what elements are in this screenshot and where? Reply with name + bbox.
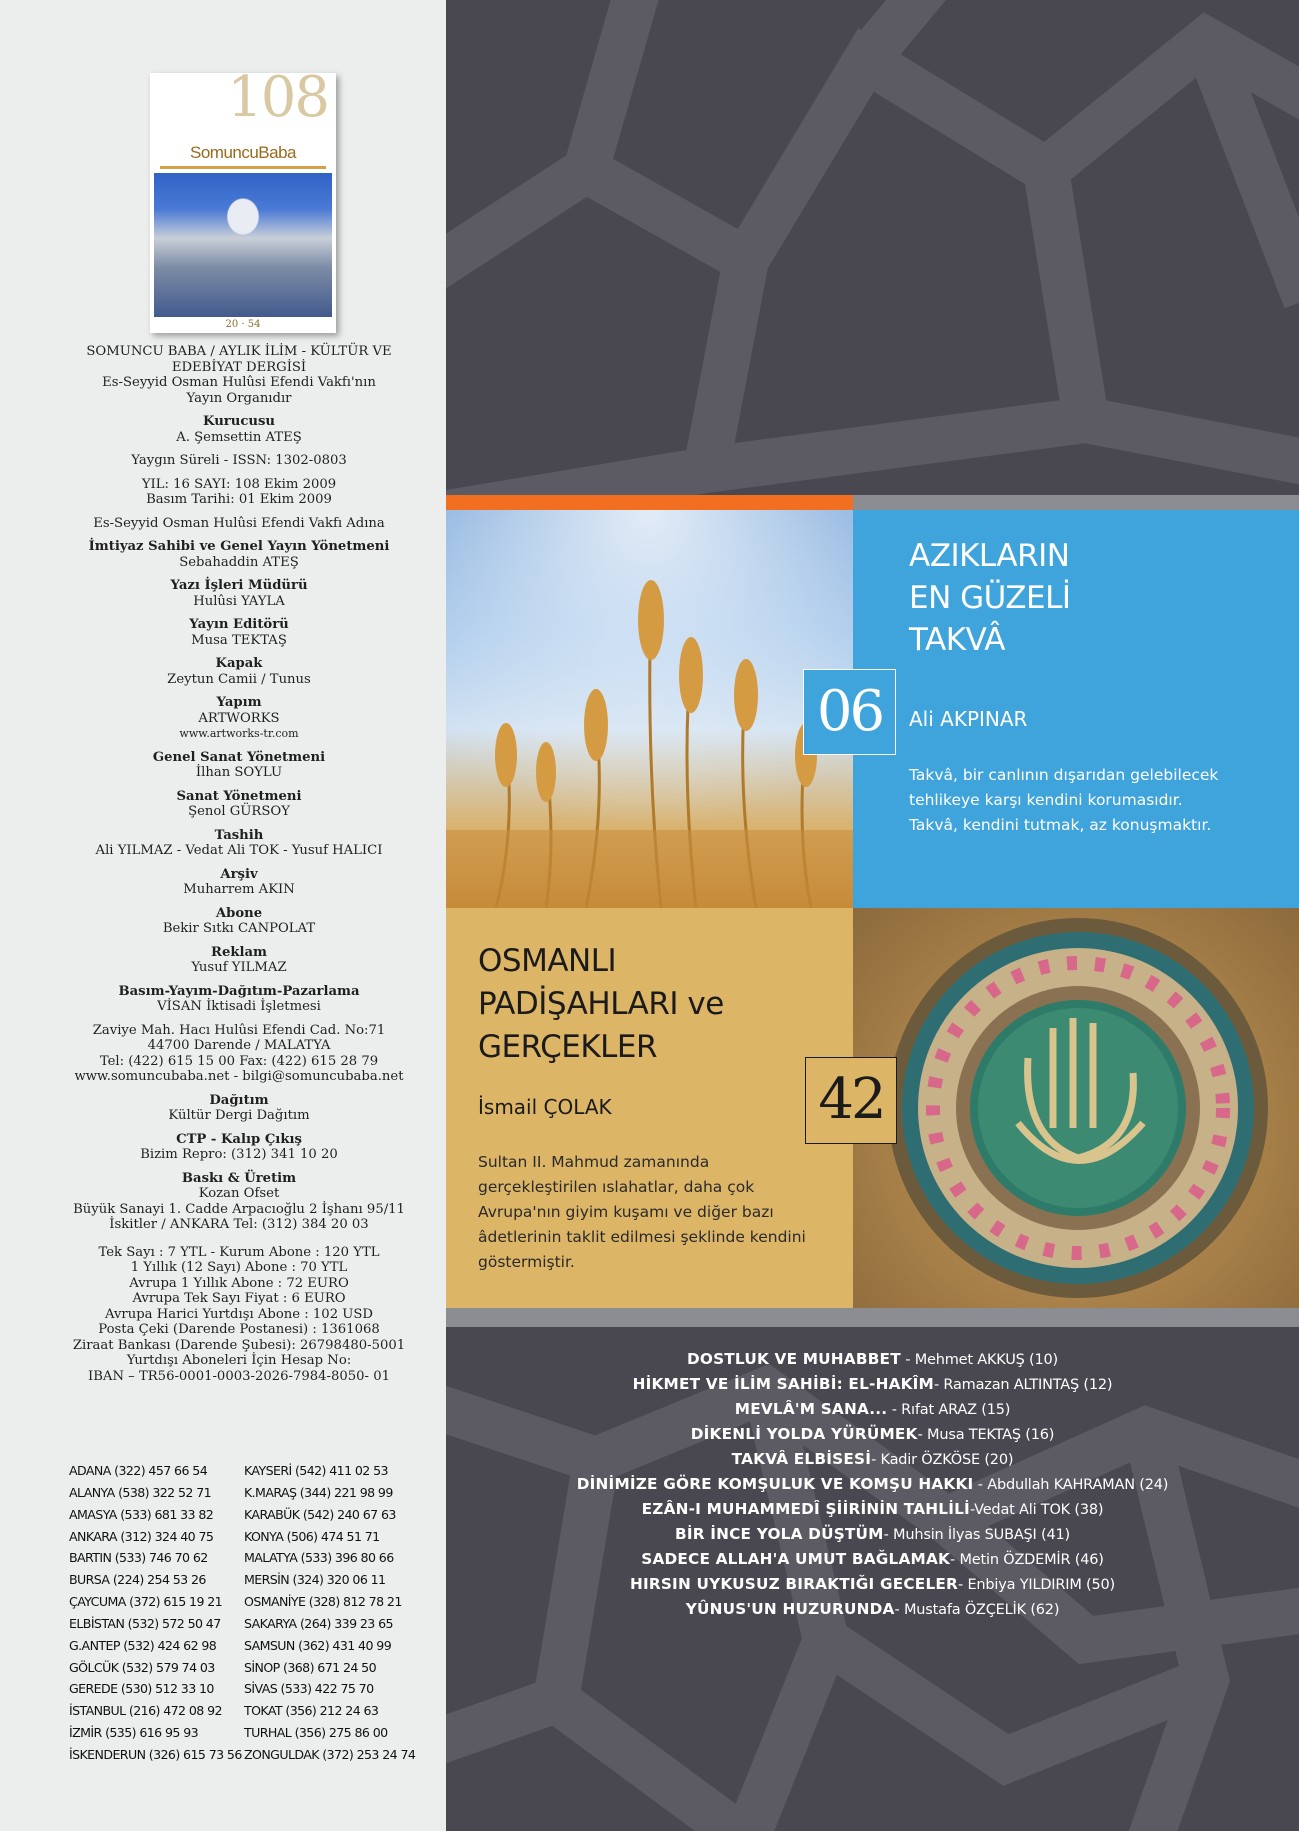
- cover-issue-number: 108: [227, 73, 328, 130]
- toc-item-author-page: - Abdullah KAHRAMAN (24): [973, 1477, 1169, 1493]
- toc-item-title: TAKVÂ ELBİSESİ: [731, 1450, 872, 1468]
- price-line: Avrupa 1 Yıllık Abone : 72 EURO: [129, 1275, 349, 1291]
- summary-line: gerçekleştirilen ıslahatlar, daha çok: [478, 1178, 755, 1196]
- city-row: [69, 1635, 419, 1657]
- price-block: [66, 1245, 412, 1385]
- city-contact: AMASYA (533) 681 33 82: [69, 1506, 214, 1522]
- city-contact: ZONGULDAK (372) 253 24 74: [244, 1746, 416, 1762]
- city-contact: SAMSUN (362) 431 40 99: [244, 1637, 392, 1653]
- masthead-column: [0, 0, 446, 1831]
- editor-in-chief: Hulûsi YAYLA: [193, 593, 285, 609]
- distribution: Kültür Dergi Dağıtım: [168, 1108, 310, 1123]
- price-line: 1 Yıllık (12 Sayı) Abone : 70 YTL: [130, 1260, 348, 1275]
- marketing: VİSAN İktisadi İşletmesi: [157, 999, 321, 1014]
- address-web-email[interactable]: www.somuncubaba.net - bilgi@somuncubaba.net: [74, 1069, 404, 1084]
- city-contact: OSMANİYE (328) 812 78 21: [244, 1594, 402, 1610]
- city-row: [69, 1591, 419, 1613]
- toc-item-title: BİR İNCE YOLA DÜŞTÜM: [674, 1525, 884, 1543]
- printing-label: Baskı & Üretim: [181, 1170, 297, 1186]
- toc-item[interactable]: [446, 1547, 1299, 1572]
- printing-line: Büyük Sanayi 1. Cadde Arpacıoğlu 2 İşhanı 95/11: [73, 1201, 405, 1217]
- feature1-title-line: AZIKLARIN: [909, 538, 1070, 574]
- summary-line: Takvâ, kendini tutmak, az konuşmaktır.: [909, 816, 1212, 834]
- summary-line: âdetlerinin taklit edilmesi şeklinde kendini: [478, 1228, 806, 1246]
- production-label: Yapım: [216, 695, 262, 710]
- publishing-editor-label: Yayın Editörü: [189, 617, 289, 632]
- wheat-image: [446, 510, 853, 908]
- toc-item-title: EZÂN-I MUHAMMEDÎ ŞİİRİNİN TAHLİLİ: [641, 1500, 970, 1518]
- city-contact: ELBİSTAN (532) 572 50 47: [69, 1615, 221, 1631]
- cover-thumbnail[interactable]: [150, 73, 336, 333]
- toc-item[interactable]: [446, 1522, 1299, 1547]
- toc-item[interactable]: [446, 1347, 1299, 1372]
- price-line: Ziraat Bankası (Darende Şubesi): 26798480-5001: [72, 1337, 406, 1353]
- feature2-page-number[interactable]: 42: [805, 1057, 897, 1144]
- city-row: [69, 1700, 419, 1722]
- print-date: Basım Tarihi: 01 Ekim 2009: [146, 492, 332, 507]
- city-contact: BARTIN (533) 746 70 62: [69, 1550, 208, 1566]
- summary-line: Avrupa'nın giyim kuşamı ve diğer bazı: [478, 1203, 774, 1221]
- ctp-label: CTP - Kalıp Çıkış: [176, 1131, 302, 1147]
- toc-item[interactable]: [446, 1397, 1299, 1422]
- toc-item-title: HIRSIN UYKUSUZ BIRAKTIĞI GECELER: [629, 1575, 959, 1593]
- toc-item[interactable]: [446, 1597, 1299, 1622]
- toc-item[interactable]: [446, 1472, 1299, 1497]
- founder: A. Şemsettin ATEŞ: [176, 429, 302, 445]
- summary-line: göstermiştir.: [478, 1253, 575, 1271]
- city-contact: İSTANBUL (216) 472 08 92: [69, 1703, 222, 1719]
- summary-line: tehlikeye karşı kendini korumasıdır.: [909, 791, 1183, 809]
- city-row: [69, 1678, 419, 1700]
- intro-line: Yayın Organıdır: [186, 390, 292, 406]
- cover-label: Kapak: [215, 656, 263, 671]
- masthead-text: [66, 344, 412, 1392]
- production-url[interactable]: www.artworks-tr.com: [179, 727, 299, 740]
- city-contact: KONYA (506) 474 51 71: [244, 1528, 380, 1544]
- address-line: Tel: (422) 615 15 00 Fax: (422) 615 28 79: [99, 1053, 379, 1069]
- toc-item-title: MEVLÂ'M SANA...: [734, 1400, 888, 1418]
- toc-item[interactable]: [446, 1422, 1299, 1447]
- toc-item-title: DİNİMİZE GÖRE KOMŞULUK VE KOMŞU HAKKI: [576, 1475, 974, 1493]
- city-row: [69, 1504, 419, 1526]
- city-row: [69, 1547, 419, 1569]
- toc-item-title: DİKENLİ YOLDA YÜRÜMEK: [690, 1425, 918, 1443]
- toc-item-author-page: - Mustafa ÖZÇELİK (62): [894, 1602, 1060, 1618]
- ctp: Bizim Repro: (312) 341 10 20: [140, 1147, 338, 1162]
- cover-strip: [160, 166, 326, 169]
- feature1-title[interactable]: [909, 535, 1209, 661]
- toc-item-author-page: - Metin ÖZDEMİR (46): [950, 1552, 1104, 1568]
- city-contact: GÖLCÜK (532) 579 74 03: [69, 1659, 215, 1675]
- city-contact: ÇAYCUMA (372) 615 19 21: [69, 1594, 223, 1610]
- city-row: [69, 1526, 419, 1548]
- archive: Muharrem AKIN: [183, 882, 295, 897]
- ads-label: Reklam: [211, 944, 267, 960]
- table-of-contents: [446, 1347, 1299, 1622]
- city-contact: ALANYA (538) 322 52 71: [69, 1484, 212, 1500]
- city-row: [69, 1482, 419, 1504]
- city-contact: İZMİR (535) 616 95 93: [69, 1725, 199, 1741]
- city-contact: KAYSERİ (542) 411 02 53: [244, 1463, 388, 1478]
- toc-item-title: SADECE ALLAH'A UMUT BAĞLAMAK: [641, 1550, 951, 1568]
- city-contact: İSKENDERUN (326) 615 73 56: [69, 1746, 242, 1762]
- city-representatives: [69, 1460, 419, 1766]
- founder-label: Kurucusu: [203, 414, 275, 429]
- feature1-summary: [909, 763, 1269, 838]
- toc-item-title: HİKMET VE İLİM SAHİBİ: EL-HAKÎM: [632, 1375, 934, 1393]
- marketing-label: Basım-Yayım-Dağıtım-Pazarlama: [118, 983, 360, 999]
- cover-value: Zeytun Camii / Tunus: [167, 671, 311, 687]
- city-contact: MERSİN (324) 320 06 11: [244, 1572, 386, 1588]
- cover-footer: 20 · 54: [150, 317, 336, 333]
- feature2-title-line: OSMANLI: [478, 943, 617, 979]
- editor-in-chief-label: Yazı İşleri Müdürü: [170, 578, 308, 593]
- city-contact: SİVAS (533) 422 75 70: [244, 1681, 374, 1697]
- city-contact: SİNOP (368) 671 24 50: [244, 1659, 377, 1675]
- production: ARTWORKS: [198, 710, 280, 726]
- tughra-medallion-illustration: [853, 908, 1299, 1308]
- distribution-label: Dağıtım: [209, 1092, 269, 1108]
- owner-label: İmtiyaz Sahibi ve Genel Yayın Yönetmeni: [88, 539, 390, 554]
- toc-item-author-page: - Ramazan ALTINTAŞ (12): [933, 1377, 1113, 1393]
- art-director-label: Sanat Yönetmeni: [176, 788, 302, 804]
- printing-line: Kozan Ofset: [198, 1186, 280, 1201]
- ads: Yusuf YILMAZ: [191, 960, 287, 975]
- issn: Yaygın Süreli - ISSN: 1302-0803: [131, 453, 347, 468]
- summary-line: Sultan II. Mahmud zamanında: [478, 1153, 710, 1171]
- toc-item-author-page: - Enbiya YILDIRIM (50): [958, 1577, 1116, 1593]
- subscription: Bekir Sıtkı CANPOLAT: [162, 921, 316, 936]
- feature2-author: İsmail ÇOLAK: [478, 1095, 612, 1119]
- city-row: [69, 1613, 419, 1635]
- city-row: [69, 1460, 419, 1482]
- owner: Sebahaddin ATEŞ: [179, 554, 299, 570]
- toc-item-author-page: - Kadir ÖZKÖSE (20): [871, 1452, 1014, 1468]
- art-director-general-label: Genel Sanat Yönetmeni: [152, 749, 326, 765]
- toc-item-author-page: - Mehmet AKKUŞ (10): [900, 1352, 1058, 1368]
- feature2-title-line: GERÇEKLER: [478, 1029, 658, 1065]
- tughra-medallion-image: [853, 908, 1299, 1308]
- price-line: Posta Çeki (Darende Postanesi) : 1361068: [98, 1322, 380, 1337]
- issue-line: YIL: 16 SAYI: 108 Ekim 2009: [141, 476, 337, 492]
- on-behalf: Es-Seyyid Osman Hulûsi Efendi Vakfı Adına: [93, 515, 385, 531]
- toc-item-author-page: - Muhsin İlyas SUBAŞI (41): [883, 1527, 1070, 1543]
- address-line: 44700 Darende / MALATYA: [147, 1038, 331, 1053]
- city-contact: G.ANTEP (532) 424 62 98: [69, 1637, 217, 1653]
- toc-item[interactable]: [446, 1497, 1299, 1522]
- art-director-general: İlhan SOYLU: [195, 765, 283, 780]
- divider-bar-grey: [446, 1308, 1299, 1327]
- address-line: Zaviye Mah. Hacı Hulûsi Efendi Cad. No:71: [92, 1022, 386, 1038]
- cover-logo: SomuncuBaba: [189, 143, 297, 162]
- subscription-label: Abone: [215, 905, 263, 921]
- feature1-author: Ali AKPINAR: [909, 707, 1028, 731]
- intro-line: EDEBİYAT DERGİSİ: [171, 359, 307, 375]
- iban-line: IBAN – TR56-0001-0003-2026-7984-8050- 01: [88, 1368, 390, 1384]
- art-director: Şenol GÜRSOY: [188, 804, 290, 819]
- feature1-title-line: EN GÜZELİ: [909, 580, 1071, 616]
- feature1-page-number[interactable]: 06: [803, 669, 896, 755]
- proofreading-label: Tashih: [214, 827, 264, 843]
- feature2-title[interactable]: [478, 940, 818, 1069]
- publishing-editor: Musa TEKTAŞ: [191, 632, 287, 648]
- city-contact: TOKAT (356) 212 24 63: [244, 1703, 379, 1719]
- summary-line: Takvâ, bir canlının dışarıdan gelebilecek: [909, 766, 1219, 784]
- toc-item-author-page: -Vedat Ali TOK (38): [969, 1502, 1104, 1518]
- city-contact: KARABÜK (542) 240 67 63: [244, 1506, 396, 1522]
- cover-photo: [154, 173, 332, 318]
- city-contact: SAKARYA (264) 339 23 65: [244, 1615, 393, 1631]
- price-line: Yurtdışı Aboneleri İçin Hesap No:: [126, 1353, 352, 1368]
- city-contact: GEREDE (530) 512 33 10: [69, 1681, 214, 1697]
- printing-line: İskitler / ANKARA Tel: (312) 384 20 03: [109, 1217, 369, 1232]
- address-block: [66, 1023, 412, 1085]
- toc-item-author-page: - Rıfat ARAZ (15): [887, 1402, 1011, 1418]
- feature1-title-line: TAKVÂ: [909, 622, 1005, 658]
- accent-bar-grey: [853, 495, 1299, 510]
- city-row: [69, 1657, 419, 1679]
- toc-item[interactable]: [446, 1447, 1299, 1472]
- city-contact: TURHAL (356) 275 86 00: [244, 1725, 388, 1741]
- city-row: [69, 1722, 419, 1744]
- price-line: Avrupa Harici Yurtdışı Abone : 102 USD: [104, 1306, 374, 1322]
- intro-line: SOMUNCU BABA / AYLIK İLİM - KÜLTÜR VE: [86, 344, 392, 359]
- price-line: Tek Sayı : 7 YTL - Kurum Abone : 120 YTL: [98, 1244, 380, 1260]
- masthead-intro: [66, 344, 412, 406]
- city-contact: ANKARA (312) 324 40 75: [69, 1528, 214, 1544]
- city-contact: K.MARAŞ (344) 221 98 99: [244, 1484, 393, 1500]
- archive-label: Arşiv: [220, 866, 258, 882]
- intro-line: Es-Seyyid Osman Hulûsi Efendi Vakfı'nın: [102, 375, 376, 390]
- proofreading: Ali YILMAZ - Vedat Ali TOK - Yusuf HALICI: [95, 843, 383, 858]
- feature2-title-line: PADİŞAHLARI ve: [478, 986, 724, 1022]
- city-contact: ADANA (322) 457 66 54: [69, 1463, 208, 1478]
- city-row: [69, 1569, 419, 1591]
- wheat-stalks-illustration: [446, 510, 853, 908]
- toc-item-title: YÛNUS'UN HUZURUNDA: [685, 1600, 895, 1618]
- toc-item[interactable]: [446, 1372, 1299, 1397]
- city-contact: MALATYA (533) 396 80 66: [244, 1550, 394, 1566]
- city-row: [69, 1744, 419, 1766]
- toc-item[interactable]: [446, 1572, 1299, 1597]
- accent-bar-orange: [446, 495, 853, 510]
- price-line: Avrupa Tek Sayı Fiyat : 6 EURO: [132, 1291, 346, 1306]
- toc-item-title: DOSTLUK VE MUHABBET: [686, 1350, 901, 1368]
- toc-item-author-page: - Musa TEKTAŞ (16): [917, 1427, 1055, 1443]
- feature2-summary: [478, 1150, 818, 1275]
- city-contact: BURSA (224) 254 53 26: [69, 1572, 206, 1588]
